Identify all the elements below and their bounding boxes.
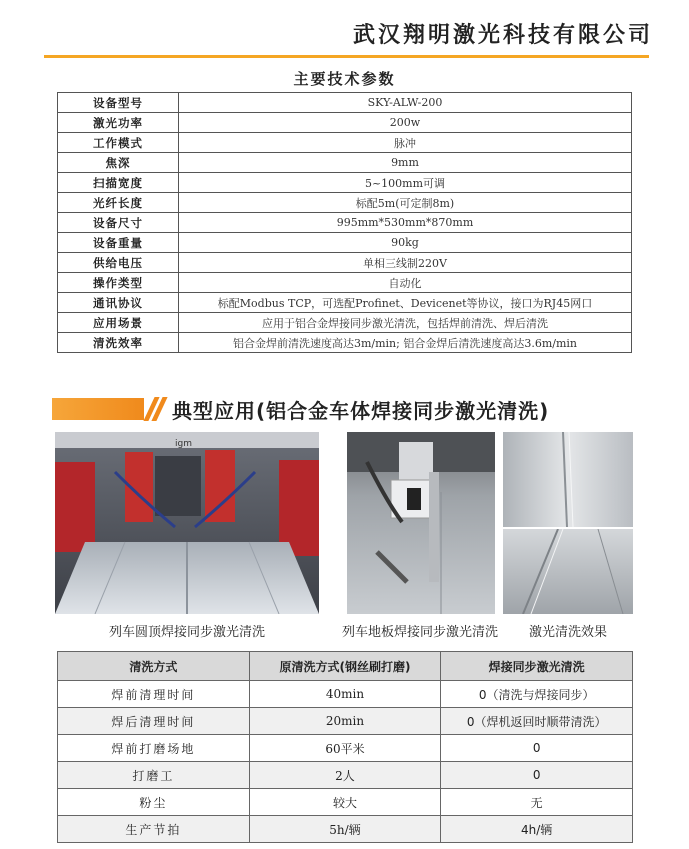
traditional-value: 40min bbox=[249, 681, 441, 708]
spec-value: 5~100mm可调 bbox=[179, 173, 632, 193]
spec-row bbox=[58, 333, 632, 353]
spec-row bbox=[58, 173, 632, 193]
spec-label: 供给电压 bbox=[58, 253, 179, 273]
spec-value: 自动化 bbox=[179, 273, 632, 293]
comparison-row bbox=[58, 816, 633, 843]
comparison-row bbox=[58, 681, 633, 708]
spec-row bbox=[58, 113, 632, 133]
traditional-value: 5h/辆 bbox=[249, 816, 441, 843]
laser-value: 0（焊机返回时顺带清洗） bbox=[441, 708, 633, 735]
application-banner bbox=[52, 395, 652, 427]
spec-row bbox=[58, 133, 632, 153]
photo-brand-text: igm bbox=[175, 439, 192, 449]
laser-value: 0（清洗与焊接同步） bbox=[441, 681, 633, 708]
spec-label: 设备尺寸 bbox=[58, 213, 179, 233]
specs-title: 主要技术参数 bbox=[293, 70, 396, 88]
spec-value: 铝合金焊前清洗速度高达3m/min; 铝合金焊后清洗速度高达3.6m/min bbox=[179, 333, 632, 353]
caption-floor-welding: 列车地板焊接同步激光清洗 bbox=[341, 625, 498, 640]
caption-cleaning-effect: 激光清洗效果 bbox=[528, 625, 607, 640]
spec-row bbox=[58, 213, 632, 233]
spec-row bbox=[58, 293, 632, 313]
spec-value: 995mm*530mm*870mm bbox=[179, 213, 632, 233]
comparison-item: 打磨工 bbox=[58, 762, 250, 789]
application-title: 典型应用(铝合金车体焊接同步激光清洗) bbox=[172, 399, 550, 423]
specs-table bbox=[57, 92, 632, 353]
spec-label: 工作模式 bbox=[58, 133, 179, 153]
comparison-item: 生产节拍 bbox=[58, 816, 250, 843]
comparison-row bbox=[58, 789, 633, 816]
spec-label: 设备重量 bbox=[58, 233, 179, 253]
spec-value: SKY-ALW-200 bbox=[179, 93, 632, 113]
spec-row bbox=[58, 253, 632, 273]
comparison-table bbox=[57, 651, 633, 843]
spec-value: 200w bbox=[179, 113, 632, 133]
spec-label: 光纤长度 bbox=[58, 193, 179, 213]
comparison-row bbox=[58, 708, 633, 735]
header-method: 清洗方式 bbox=[58, 652, 250, 681]
spec-label: 激光功率 bbox=[58, 113, 179, 133]
spec-value: 90kg bbox=[179, 233, 632, 253]
laser-value: 0 bbox=[441, 735, 633, 762]
laser-value: 0 bbox=[441, 762, 633, 789]
spec-label: 扫描宽度 bbox=[58, 173, 179, 193]
comparison-item: 焊前打磨场地 bbox=[58, 735, 250, 762]
comparison-item: 焊后清理时间 bbox=[58, 708, 250, 735]
caption-roof-welding: 列车圆顶焊接同步激光清洗 bbox=[108, 625, 265, 640]
company-name: 武汉翔明激光科技有限公司 bbox=[352, 23, 653, 48]
laser-value: 4h/辆 bbox=[441, 816, 633, 843]
comparison-item: 粉尘 bbox=[58, 789, 250, 816]
comparison-item: 焊前清理时间 bbox=[58, 681, 250, 708]
traditional-value: 60平米 bbox=[249, 735, 441, 762]
spec-label: 清洗效率 bbox=[58, 333, 179, 353]
spec-row bbox=[58, 93, 632, 113]
traditional-value: 20min bbox=[249, 708, 441, 735]
spec-label: 设备型号 bbox=[58, 93, 179, 113]
traditional-value: 2人 bbox=[249, 762, 441, 789]
comparison-row bbox=[58, 735, 633, 762]
spec-row bbox=[58, 313, 632, 333]
photo-cleaning-effect-top bbox=[503, 432, 633, 527]
spec-label: 操作类型 bbox=[58, 273, 179, 293]
spec-value: 标配5m(可定制8m) bbox=[179, 193, 632, 213]
spec-value: 单相三线制220V bbox=[179, 253, 632, 273]
header-laser: 焊接同步激光清洗 bbox=[441, 652, 633, 681]
spec-row bbox=[58, 193, 632, 213]
comparison-header-row bbox=[58, 652, 633, 681]
spec-value: 标配Modbus TCP，可选配Profinet、Devicenet等协议，接口为RJ45网口 bbox=[179, 293, 632, 313]
spec-label: 应用场景 bbox=[58, 313, 179, 333]
spec-value: 脉冲 bbox=[179, 133, 632, 153]
header-traditional: 原清洗方式(钢丝刷打磨) bbox=[249, 652, 441, 681]
spec-label: 焦深 bbox=[58, 153, 179, 173]
spec-row bbox=[58, 153, 632, 173]
spec-label: 通讯协议 bbox=[58, 293, 179, 313]
laser-value: 无 bbox=[441, 789, 633, 816]
photo-cleaning-effect-bottom bbox=[503, 529, 633, 614]
header-divider bbox=[44, 55, 649, 58]
photo-roof-welding bbox=[55, 432, 319, 614]
banner-accent-bar bbox=[52, 398, 144, 420]
spec-value: 应用于铝合金焊接同步激光清洗，包括焊前清洗、焊后清洗 bbox=[179, 313, 632, 333]
photo-floor-welding bbox=[347, 432, 495, 614]
comparison-row bbox=[58, 762, 633, 789]
traditional-value: 较大 bbox=[249, 789, 441, 816]
spec-value: 9mm bbox=[179, 153, 632, 173]
spec-row bbox=[58, 273, 632, 293]
spec-row bbox=[58, 233, 632, 253]
